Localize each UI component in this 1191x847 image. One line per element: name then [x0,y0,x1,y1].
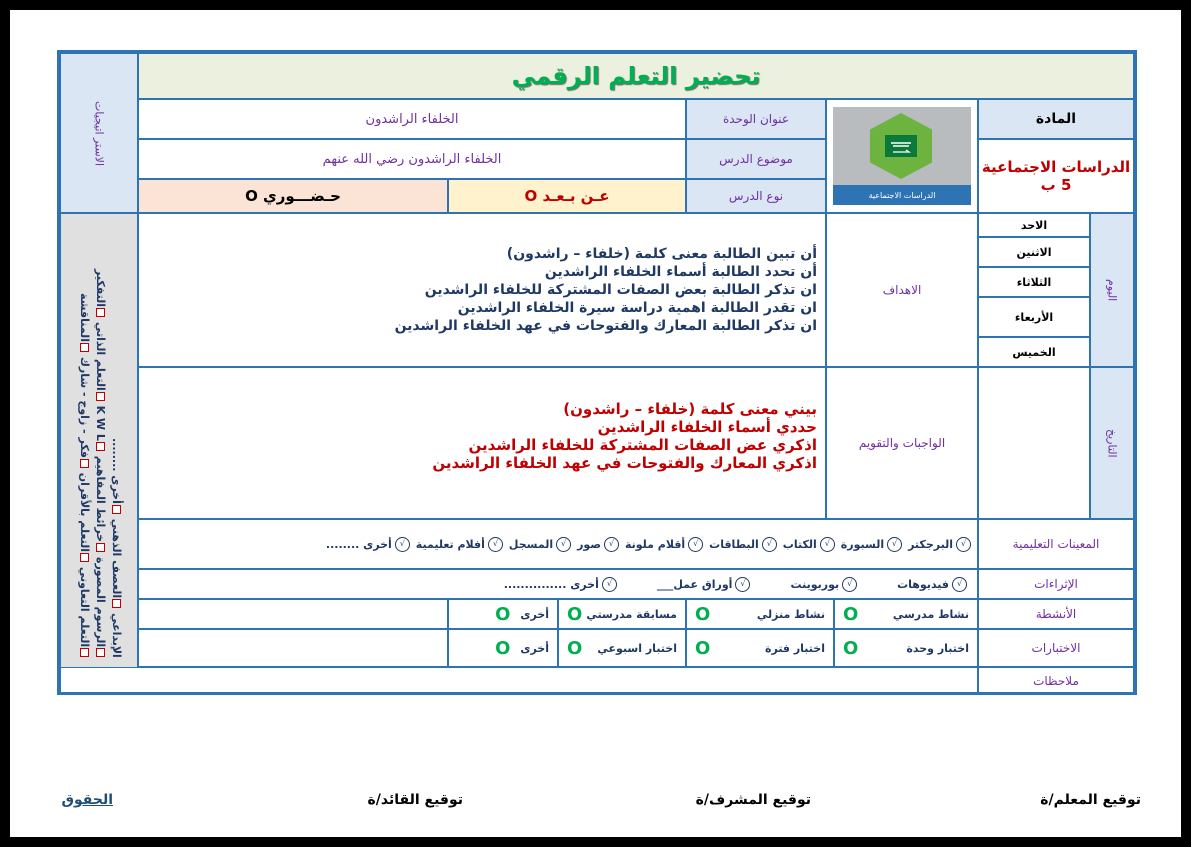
homework-item: بيني معنى كلمة (خلفاء – راشدون) [563,400,817,418]
enrichment-item-label: أخرى ............... [503,577,599,591]
lesson-type-label: نوع الدرس [728,189,784,203]
aid-label: البرجكتر [908,537,953,551]
day-wednesday [978,297,1090,337]
test-option[interactable] [834,629,978,667]
strategies-label: الاستر اتيجيات [92,100,106,166]
aid-option[interactable] [841,537,902,552]
activity-label: نشاط مدرسي [892,607,969,621]
subject-emblem [833,107,971,205]
subject-grade: 5 ب [1040,176,1072,194]
signatures-row [10,792,1181,822]
day-label: الخميس [1012,345,1056,359]
strategy-label: K W L [94,405,107,441]
check-circle-icon: √ [602,577,617,592]
checkbox-icon[interactable] [96,543,105,552]
checkbox-icon[interactable] [80,648,89,657]
test-option[interactable] [686,629,834,667]
objective-item: أن تبين الطالبة معنى كلمة (خلفاء – راشدون) [506,246,817,262]
enrichment-option[interactable] [657,577,751,592]
subject-cell [978,139,1134,213]
aids-cell [138,519,978,569]
radio-circle-icon: O [567,603,583,625]
day-label: الأربعاء [1014,310,1054,324]
enrichment-item-label: أوراق عمل___ [656,577,733,591]
check-circle-icon: √ [887,537,902,552]
aid-option[interactable] [783,537,835,552]
aid-label: المسجل [508,537,554,551]
check-circle-icon: √ [488,537,503,552]
check-circle-icon: √ [820,537,835,552]
activity-label: مسابقة مدرستي [586,607,677,621]
strategy-label: المناقشة [78,292,91,342]
strategy-label: فكر - زاوج - شارك [78,356,91,458]
activity-option[interactable] [834,599,978,629]
radio-circle-icon: O [695,637,711,659]
aid-option[interactable] [326,537,410,552]
lesson-type-label-cell [686,179,826,213]
checkbox-icon[interactable] [96,648,105,657]
radio-circle-icon: O [843,603,859,625]
strategies-cell [60,213,138,668]
lesson-label: موضوع الدرس [719,152,793,166]
test-label: اختبار فترة [764,641,825,655]
activity-option[interactable] [558,599,686,629]
test-option[interactable] [558,629,686,667]
aid-label: أقلام ملونة [624,537,686,551]
day-label: الثلاثاء [1016,275,1052,289]
notes-label-cell [978,667,1134,695]
checkbox-icon[interactable] [96,308,105,317]
strategies-list [61,218,139,658]
page-title: تحضير التعلم الرقمي [511,62,761,90]
subject-label: المادة [1035,111,1077,127]
strategy-label: التفكير [94,268,107,307]
objectives-label-cell [826,213,978,367]
check-circle-icon: √ [762,537,777,552]
strategies-column [77,218,91,658]
check-circle-icon: √ [395,537,410,552]
date-cell[interactable] [978,367,1090,519]
checkbox-icon[interactable] [80,553,89,562]
homework-cell [138,367,826,519]
tests-blank [138,629,448,667]
radio-circle-icon: O [495,603,511,625]
day-thursday [978,337,1090,367]
strategy-label: التعلم التعاوني [78,566,91,647]
radio-circle-icon: O [695,603,711,625]
unit-value-cell [138,99,686,139]
day-monday [978,237,1090,267]
emblem-caption: الدراسات الاجتماعية [833,185,971,205]
date-header [1090,367,1134,519]
test-label: أخرى [520,641,549,655]
strategy-label: الرسوم المصورة [94,556,107,647]
aids-label: المعينات التعليمية [1012,537,1100,551]
activities-label-cell [978,599,1134,629]
enrichment-cell [138,569,978,599]
notes-input-cell[interactable] [60,667,978,695]
enrichment-label-cell [978,569,1134,599]
emblem-cell [826,99,978,213]
radio-circle-icon: O [567,637,583,659]
activities-blank [138,599,448,629]
enrichment-item-label: بوربوينت [790,577,840,591]
subject-label-cell [978,99,1134,139]
homework-item: حددي أسماء الخلفاء الراشدين [597,418,817,436]
activity-option[interactable] [448,599,558,629]
test-label: اختبار اسبوعي [597,641,677,655]
activity-label: أخرى [520,607,549,621]
homework-label-cell [826,367,978,519]
remote-option[interactable] [448,179,686,213]
activities-label: الأنشطة [1035,607,1077,621]
strategy-label: خرائط المفاهيم [94,455,107,542]
unit-value: الخلفاء الراشدون [365,111,459,127]
strategy-label: التعلم بالأقران [78,472,91,552]
teacher-signature: توقيع المعلم/ة [1040,792,1141,808]
radio-circle-icon: O [843,637,859,659]
strategy-label: العصف الذهني [110,518,123,599]
aid-label: الكتاب [782,537,817,551]
checkbox-icon[interactable] [112,505,121,514]
tests-label: الاختبارات [1031,641,1081,655]
unit-label: عنوان الوحدة [722,112,790,126]
activity-option[interactable] [686,599,834,629]
aid-label: صور [577,537,601,551]
check-circle-icon: √ [735,577,750,592]
lesson-value-cell [138,139,686,179]
tests-label-cell [978,629,1134,667]
homework-item: اذكري عض الصفات المشتركة للخلفاء الراشدين [468,436,817,454]
objectives-list [395,245,817,335]
homework-label: الواجبات والتقويم [858,436,946,450]
objective-item: أن تحدد الطالبة أسماء الخلفاء الراشدين [544,264,817,280]
aid-label: أخرى ........ [325,537,392,551]
enrichment-option[interactable] [504,577,617,592]
unit-label-cell [686,99,826,139]
checkbox-icon[interactable] [112,599,121,608]
test-option[interactable] [448,629,558,667]
enrichment-option[interactable] [897,577,967,592]
day-header [1090,213,1134,367]
aid-option[interactable] [709,537,777,552]
objectives-cell [138,213,826,367]
day-header-label: اليوم [1105,278,1119,302]
activity-label: نشاط منزلي [756,607,825,621]
objective-item: ان تذكر الطالبة المعارك والفتوحات في عهد الخلفاء الراشدين [394,318,817,334]
objective-item: ان تذكر الطالبة بعض الصفات المشتركة للخلفاء الراشدين [424,282,817,298]
page [10,10,1181,837]
checkbox-icon[interactable] [80,459,89,468]
objectives-label: الاهداف [882,283,922,297]
enrichment-item-label: فيديوهات [897,577,949,591]
strategy-label: التعلم الذاتي [94,321,107,391]
check-circle-icon: √ [952,577,967,592]
aid-option[interactable] [577,537,619,552]
day-label: الاثنين [1016,245,1052,259]
aid-label: البطاقات [709,537,759,551]
check-circle-icon: √ [604,537,619,552]
aids-label-cell [978,519,1134,569]
lesson-value: الخلفاء الراشدون رضي الله عنهم [322,151,502,167]
aid-option[interactable] [509,537,571,552]
objective-item: ان تقدر الطالبة اهمية دراسة سيرة الخلفاء الراشدين [457,300,817,316]
checkbox-icon[interactable] [96,442,105,451]
lesson-plan-sheet [57,50,1137,695]
strategy-label: الإبداعي [110,613,123,658]
rights-link[interactable]: الحقوق [61,792,113,808]
strategy-label: أخرى ........ [110,438,123,505]
check-circle-icon: √ [956,537,971,552]
check-circle-icon: √ [842,577,857,592]
day-tuesday [978,267,1090,297]
strategies-header [60,53,138,213]
subject-name: الدراسات الاجتماعية [981,158,1131,176]
aid-label: السبورة [840,537,885,551]
notes-label: ملاحظات [1033,674,1079,688]
checkbox-icon[interactable] [80,343,89,352]
date-header-label: التاريخ [1105,428,1119,458]
enrichment-option[interactable] [790,577,857,592]
aid-label: أفلام تعليمية [415,537,485,551]
homework-item: اذكري المعارك والفتوحات في عهد الخلفاء الراشدين [432,454,817,472]
homework-list [432,388,817,472]
leader-signature: توقيع القائد/ة [367,792,463,808]
radio-circle-icon: O [495,637,511,659]
aid-option[interactable] [625,537,703,552]
inperson-option[interactable] [138,179,448,213]
strategies-column [93,218,107,658]
test-label: اختبار وحدة [906,641,969,655]
check-circle-icon: √ [688,537,703,552]
enrichment-label: الإثراءات [1034,577,1078,591]
checkbox-icon[interactable] [96,392,105,401]
aid-option[interactable] [416,537,503,552]
day-label: الاحد [1020,218,1048,232]
remote-option-label: عـن بـعـد O [524,187,610,205]
saudi-flag-emblem-icon [870,113,932,179]
supervisor-signature: توقيع المشرف/ة [695,792,811,808]
title-cell [138,53,1134,99]
lesson-label-cell [686,139,826,179]
day-sunday [978,213,1090,237]
check-circle-icon: √ [556,537,571,552]
inperson-option-label: حـضـــوري O [245,187,341,205]
strategies-column [109,218,123,658]
aid-option[interactable] [908,537,971,552]
